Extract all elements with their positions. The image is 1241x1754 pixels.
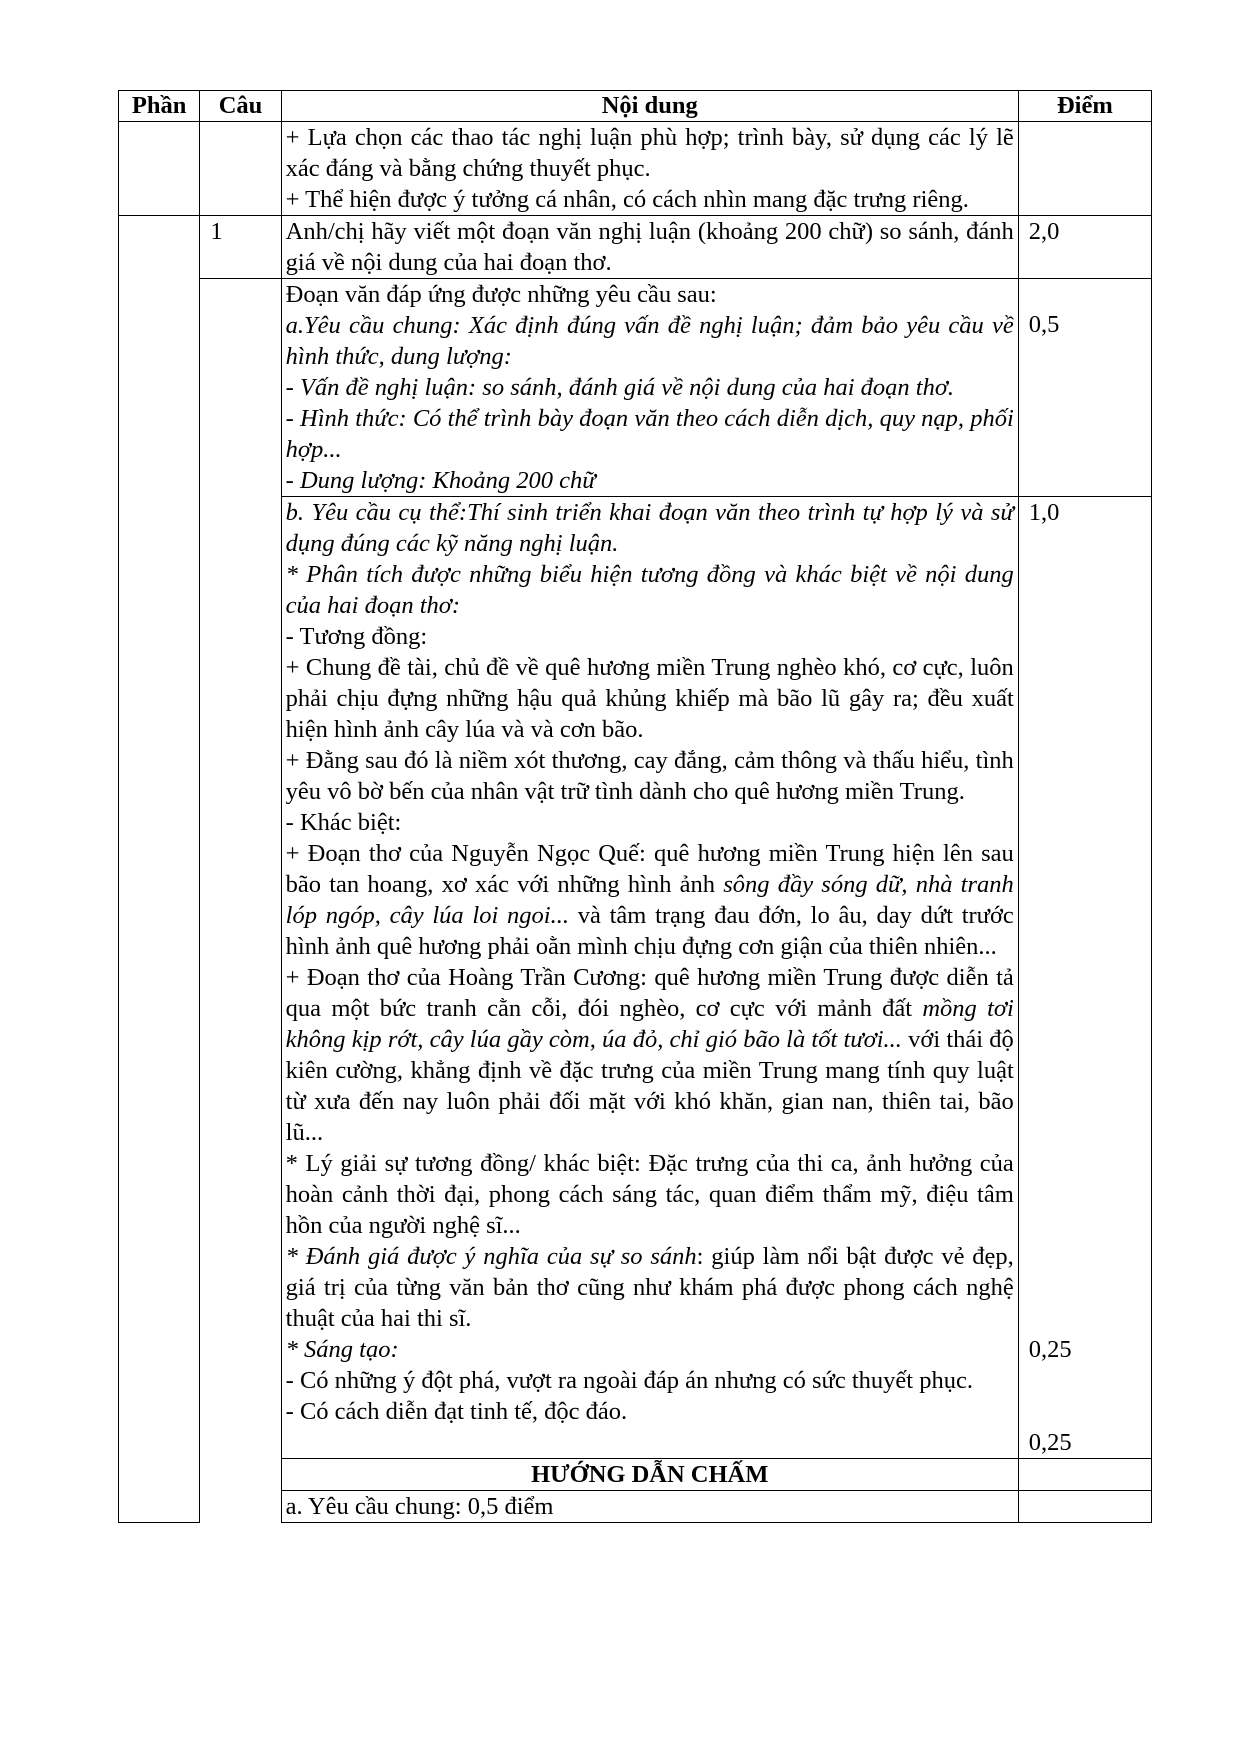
cell-content [281,122,1018,216]
content-line: * Sáng tạo: [285,1336,399,1363]
content-line: - Tương đồng: [285,623,428,650]
cell-score [1018,279,1151,497]
content-line: + Lựa chọn các thao tác nghị luận phù hợp; trình bày, sử dụng các lý lẽ xác đáng và bằng chứng thuyết phục. [285,124,1014,182]
content-line: Đoạn văn đáp ứng được những yêu cầu sau: [285,281,717,308]
content-line: - Có những ý đột phá, vượt ra ngoài đáp án nhưng có sức thuyết phục. [285,1367,973,1394]
content-line: * Phân tích được những biểu hiện tương đồng và khác biệt về nội dung của hai đoạn thơ: [285,561,1014,619]
content-line: * Lý giải sự tương đồng/ khác biệt: Đặc trưng của thi ca, ảnh hưởng của hoàn cảnh thời đại, phong cách sáng tác, quan điểm thẩm mỹ, điệu tâm hồn của người nghệ sĩ... [285,1150,1014,1239]
cell-score [1018,1491,1151,1523]
header-diem: Điểm [1018,91,1151,122]
cell-cau: 1 [200,216,281,279]
content-line: - Hình thức: Có thể trình bày đoạn văn theo cách diễn dịch, quy nạp, phối hợp... [285,405,1014,463]
table-row [119,216,1152,279]
score-value: 0,5 [1028,311,1060,338]
score-value: 0,25 [1028,1429,1072,1456]
cell-score [1018,497,1151,1459]
content-line: - Dung lượng: Khoảng 200 chữ [285,467,596,494]
text-run: + Đoạn thơ của Hoàng Trần Cương: quê hương miền Trung được diễn tả qua một bức tranh cằn cỗi, đói nghèo, cơ cực với mảnh đất [285,964,1014,1022]
cell-content: Anh/chị hãy viết một đoạn văn nghị luận (khoảng 200 chữ) so sánh, đánh giá về nội dung của hai đoạn thơ. [281,216,1018,279]
header-row [119,91,1152,122]
cell-phan [119,216,200,1523]
header-noi-dung: Nội dung [281,91,1018,122]
header-cau: Câu [200,91,281,122]
cell-score [1018,1459,1151,1491]
cell-phan [119,122,200,216]
content-line: - Vấn đề nghị luận: so sánh, đánh giá về nội dung của hai đoạn thơ. [285,374,955,401]
text-run: và tâm trạng đau đớn, lo âu, day dứt trước hình ảnh quê hương phải oằn mình chịu đựng cơn giận của thiên nhiên... [285,902,1014,960]
cell-cau [200,279,281,1523]
text-run: + Đoạn thơ của Nguyễn Ngọc Quế: quê hương miền Trung hiện lên sau bão tan hoang, xơ xác với những hình ảnh [285,840,1014,898]
text-run-italic: * Đánh giá được ý nghĩa của sự so sánh [285,1243,697,1270]
content-line: b. Yêu cầu cụ thể:Thí sinh triển khai đoạn văn theo trình tự hợp lý và sử dụng đúng các kỹ năng nghị luận. [285,499,1014,557]
content-line: + Đằng sau đó là niềm xót thương, cay đắng, cảm thông và thấu hiểu, tình yêu vô bờ bến của nhân vật trữ tình dành cho quê hương miền Trung. [285,747,1014,805]
text-run-italic: mồng tơi không kịp rớt, cây lúa gầy còm, úa đỏ, chỉ gió bão là tốt tươi... [285,995,1014,1053]
cell-content: a. Yêu cầu chung: 0,5 điểm [281,1491,1018,1523]
grading-table [118,90,1152,1523]
cell-content [281,497,1018,1459]
content-line: - Khác biệt: [285,809,402,836]
cell-cau [200,122,281,216]
text-run-italic: sông đầy sóng dữ, nhà tranh lóp ngóp, cây lúa loi ngoi... [285,871,1014,929]
cell-score [1018,122,1151,216]
content-line [286,1241,1014,1334]
section-title: HƯỚNG DẪN CHẤM [281,1459,1018,1491]
content-line [286,838,1014,962]
cell-score: 2,0 [1018,216,1151,279]
table-row [119,122,1152,216]
content-line: a.Yêu cầu chung: Xác định đúng vấn đề nghị luận; đảm bảo yêu cầu về hình thức, dung lượng: [285,312,1014,370]
score-value: 1,0 [1028,499,1060,526]
text-run: : giúp làm nổi bật được vẻ đẹp, giá trị của từng văn bản thơ cũng như khám phá được phong cách nghệ thuật của hai thi sĩ. [285,1243,1014,1332]
header-phan: Phần [119,91,200,122]
content-line: - Có cách diễn đạt tinh tế, độc đáo. [285,1398,628,1425]
table-row [119,279,1152,497]
content-line: + Thể hiện được ý tưởng cá nhân, có cách nhìn mang đặc trưng riêng. [285,186,969,213]
content-line: + Chung đề tài, chủ đề về quê hương miền Trung nghèo khó, cơ cực, luôn phải chịu đựng những hậu quả khủng khiếp mà bão lũ gây ra; đều xuất hiện hình ảnh cây lúa và và cơn bão. [285,654,1014,743]
content-line [286,962,1014,1148]
cell-content [281,279,1018,497]
text-run: với thái độ kiên cường, khẳng định về đặc trưng của miền Trung mang tính quy luật từ xưa đến nay luôn phải đối mặt với khó khăn, gian nan, thiên tai, bão lũ... [285,1026,1014,1146]
score-value: 0,25 [1028,1336,1072,1363]
